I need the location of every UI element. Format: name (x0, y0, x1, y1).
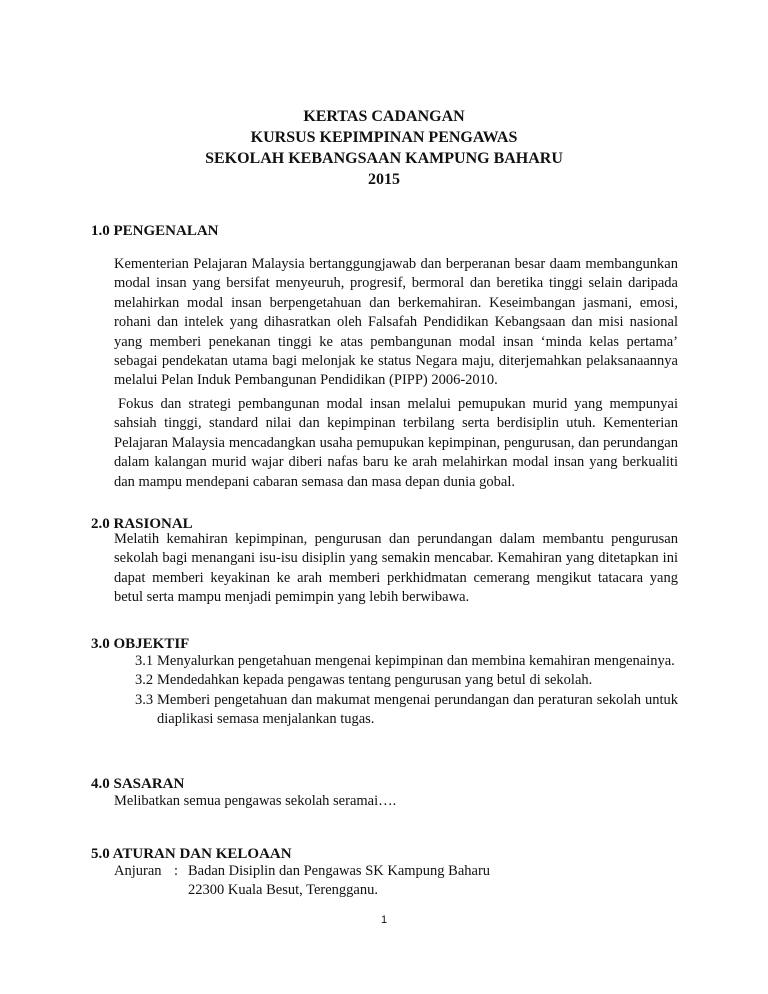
objektif-item (135, 652, 678, 671)
anjuran-address: 22300 Kuala Besut, Terengganu. (188, 882, 378, 899)
objektif-item (135, 671, 678, 690)
objektif-item (135, 691, 678, 730)
anjuran-separator: : (174, 863, 179, 879)
document-title (0, 106, 768, 190)
title-line-2: KURSUS KEPIMPINAN PENGAWAS (250, 129, 518, 146)
anjuran-block (114, 862, 490, 901)
title-line-4: 2015 (368, 171, 400, 188)
heading-aturan-dan-keloaan: 5.0 ATURAN DAN KELOAAN (91, 846, 292, 862)
anjuran-organizer: Badan Disiplin dan Pengawas SK Kampung Baharu (188, 863, 491, 879)
title-line-3: SEKOLAH KEBANGSAAN KAMPUNG BAHARU (205, 150, 563, 167)
objektif-item-number: 3.1 (135, 653, 154, 669)
objektif-item-text: Menyalurkan pengetahuan mengenai kepimpinan dan membina kemahiran mengenainya. (157, 653, 675, 669)
objektif-list (135, 652, 678, 730)
heading-objektif: 3.0 OBJEKTIF (91, 636, 190, 652)
heading-pengenalan: 1.0 PENGENALAN (91, 223, 219, 239)
sasaran-paragraph: Melibatkan semua pengawas sekolah seramai…. (114, 793, 397, 809)
objektif-item-number: 3.3 (135, 691, 154, 708)
anjuran-label: Anjuran (114, 863, 162, 879)
heading-sasaran: 4.0 SASARAN (91, 776, 185, 792)
title-line-1: KERTAS CADANGAN (303, 108, 465, 125)
objektif-item-number: 3.2 (135, 672, 154, 689)
rasional-paragraph: Melatih kemahiran kepimpinan, pengurusan dan perundangan dalam membantu pengurusan sekolah bagi menangani isu-isu disiplin yang semakin mencabar. Kemahiran yang ditetapkan ini dapat memberi keyakinan ke arah memberi perkhidmatan cemerang mengikut tatacara yang betul serta mampu menjadi pemimpin yang lebih berwibawa. (114, 531, 678, 606)
page-number: 1 (380, 914, 388, 926)
pengenalan-paragraph-1: Kementerian Pelajaran Malaysia bertanggungjawab dan berperanan besar daam membangunkan modal insan yang bersifat menyeuruh, progresif, bermoral dan beretika tinggi selain daripada melahirkan modal insan berpengetahuan dan berkemahiran. Keseimbangan jasmani, emosi, rohani dan intelek yang dihasratkan oleh Falsafah Pendidikan Kebangsaan dan misi nasional yang memberi penekanan tinggi ke atas pembangunan modal insan ‘minda kelas pertama’ sebagai pendekatan utama bagi melonjak ke status Negara maju, diterjemahkan pelaksanaannya melalui Pelan Induk Pembangunan Pendidikan (PIPP) 2006-2010. (114, 256, 678, 389)
objektif-item-text: Mendedahkan kepada pengawas tentang pengurusan yang betul di sekolah. (157, 672, 593, 689)
pengenalan-paragraph-2: Fokus dan strategi pembangunan modal insan melalui pemupukan murid yang mempunyai sahsiah tinggi, standard nilai dan kepimpinan terbilang serta berdisiplin utuh. Kementerian Pelajaran Malaysia mencadangkan usaha pemupukan kepimpinan, pengurusan, dan perundangan dalam kalangan murid wajar diberi nafas baru ke arah melahirkan modal insan yang berkualiti dan mampu mendepani cabaran semasa dan masa depan dunia gobal. (114, 396, 678, 490)
heading-rasional: 2.0 RASIONAL (91, 516, 193, 532)
objektif-item-text: Memberi pengetahuan dan makumat mengenai perundangan dan peraturan sekolah untuk diaplikasi semasa menjalankan tugas. (157, 691, 678, 728)
